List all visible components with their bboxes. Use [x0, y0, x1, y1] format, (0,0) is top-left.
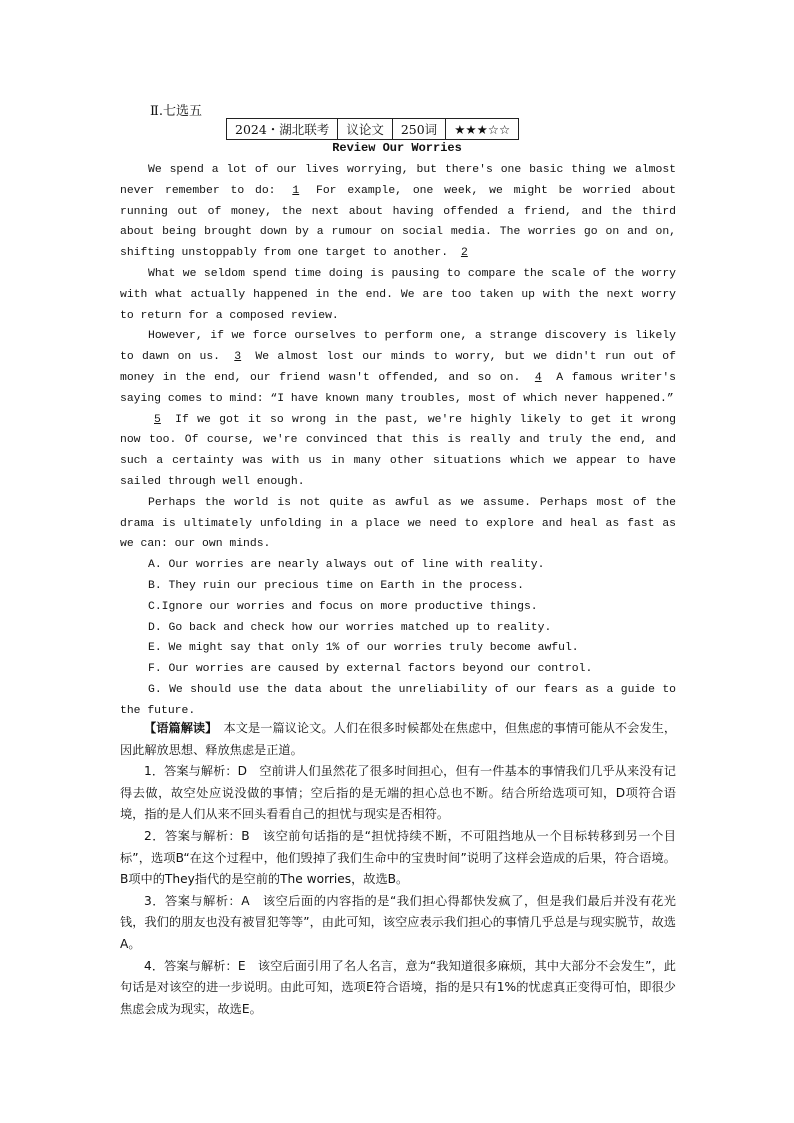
answer-4: 4．答案与解析：E 该空后面引用了名人名言，意为“我知道很多麻烦，其中大部分不会发生”，此句话是对该空的进一步说明。由此可知，选项E符合语境，指的是只有1%的忧虑真正变得可怕，即很少焦虑会成为现实，故选E。: [120, 958, 676, 1016]
paragraph-3-text-a: However, if we force ourselves to perform one, a strange discovery is likely to dawn on us.: [120, 330, 676, 364]
passage-body: [120, 160, 676, 722]
options-list: [120, 555, 676, 721]
option-g: G. We should use the data about the unreliability of our fears as a guide to the future.: [120, 683, 676, 717]
paragraph-2: What we seldom spend time doing is pausing to compare the scale of the worry with what actually happened in the end. We are too taken up with the next worry to return for a composed review.: [120, 267, 676, 322]
section-label: Ⅱ.七选五: [150, 104, 202, 119]
option-f: F. Our worries are caused by external factors beyond our control.: [148, 663, 593, 676]
meta-source: 2024・湖北联考: [227, 119, 338, 140]
analysis-summary-paragraph: [120, 718, 676, 761]
meta-table: [226, 118, 519, 140]
paragraph-3-text-b: We almost lost our minds to worry, but we didn't run out of money in the end, our friend wasn't offended, and so on.: [120, 351, 676, 384]
paragraph-4-text: If we got it so wrong in the past, we're highly likely to get it wrong now too. Of course, we're convinced that this is really and truly the end, and such a certainty was with us in many other situations which we appear to have sailed through well enough.: [120, 413, 676, 488]
analysis-heading: 【语篇解读】: [144, 721, 212, 735]
answer-1: 1．答案与解析：D 空前讲人们虽然花了很多时间担心，但有一件基本的事情我们几乎从来没有记得去做，故空处应说没做的事情；空后指的是无端的担心总也不断。结合所给选项可知，D项符合语境，指的是人们从来不回头看看自己的担忧与现实是否相符。: [120, 764, 676, 822]
meta-words: 250词: [392, 119, 445, 140]
blank-1: 1: [292, 184, 300, 197]
paragraph-3: [120, 326, 676, 409]
option-c: C.Ignore our worries and focus on more productive things.: [148, 600, 538, 613]
analysis-section: [120, 718, 676, 1020]
answer-2: 2．答案与解析：B 该空前句话指的是“担忧持续不断，不可阻挡地从一个目标转移到另一个目标”，选项B“在这个过程中，他们毁掉了我们生命中的宝贵时间”说明了这样会造成的后果，符合语境。B项中的They指代的是空前的The worries，故选B。: [120, 828, 676, 887]
blank-4: 4: [534, 371, 542, 384]
blank-3: 3: [234, 351, 242, 364]
option-d: D. Go back and check how our worries matched up to reality.: [148, 621, 552, 634]
blank-2: 2: [460, 247, 468, 260]
blank-5: 5: [154, 413, 161, 426]
answer-3: 3．答案与解析：A 该空后面的内容指的是“我们担心得都快发疯了，但是我们最后并没有花光钱，我们的朋友也没有被冒犯等等”，由此可知，该空应表示我们担心的事情几乎总是与现实脱节，故选A。: [120, 893, 676, 951]
meta-genre: 议论文: [338, 119, 393, 140]
option-b: B. They ruin our precious time on Earth in the process.: [148, 579, 524, 592]
paragraph-4: [120, 410, 676, 493]
option-a: A. Our worries are nearly always out of line with reality.: [148, 559, 545, 572]
paragraph-1-text-a: We spend a lot of our lives worrying, but there's one basic thing we almost never remember to do:: [120, 164, 676, 197]
paragraph-5: Perhaps the world is not quite as awful as we assume. Perhaps most of the drama is ultimately unfolding in a place we need to explore and heal as fast as we can: our own minds.: [120, 496, 676, 551]
meta-difficulty-stars: ★★★☆☆: [446, 119, 519, 140]
paragraph-3-text-c: A famous writer's saying comes to mind: “I have known many troubles, most of which never happened.”: [120, 371, 677, 405]
passage-title: Review Our Worries: [332, 141, 462, 155]
paragraph-1: [120, 160, 676, 264]
paragraph-1-text-b: For example, one week, we might be worried about running out of money, the next about having offended a friend, and the third about being brought down by a rumour on social media. The worries go on and on, shifting unstoppably from one target to another.: [120, 184, 676, 260]
analysis-summary: 本文是一篇议论文。人们在很多时候都处在焦虑中，但焦虑的事情可能从不会发生，因此解放思想、释放焦虑是正道。: [120, 721, 677, 757]
option-e: E. We might say that only 1% of our worries truly become awful.: [148, 642, 579, 655]
